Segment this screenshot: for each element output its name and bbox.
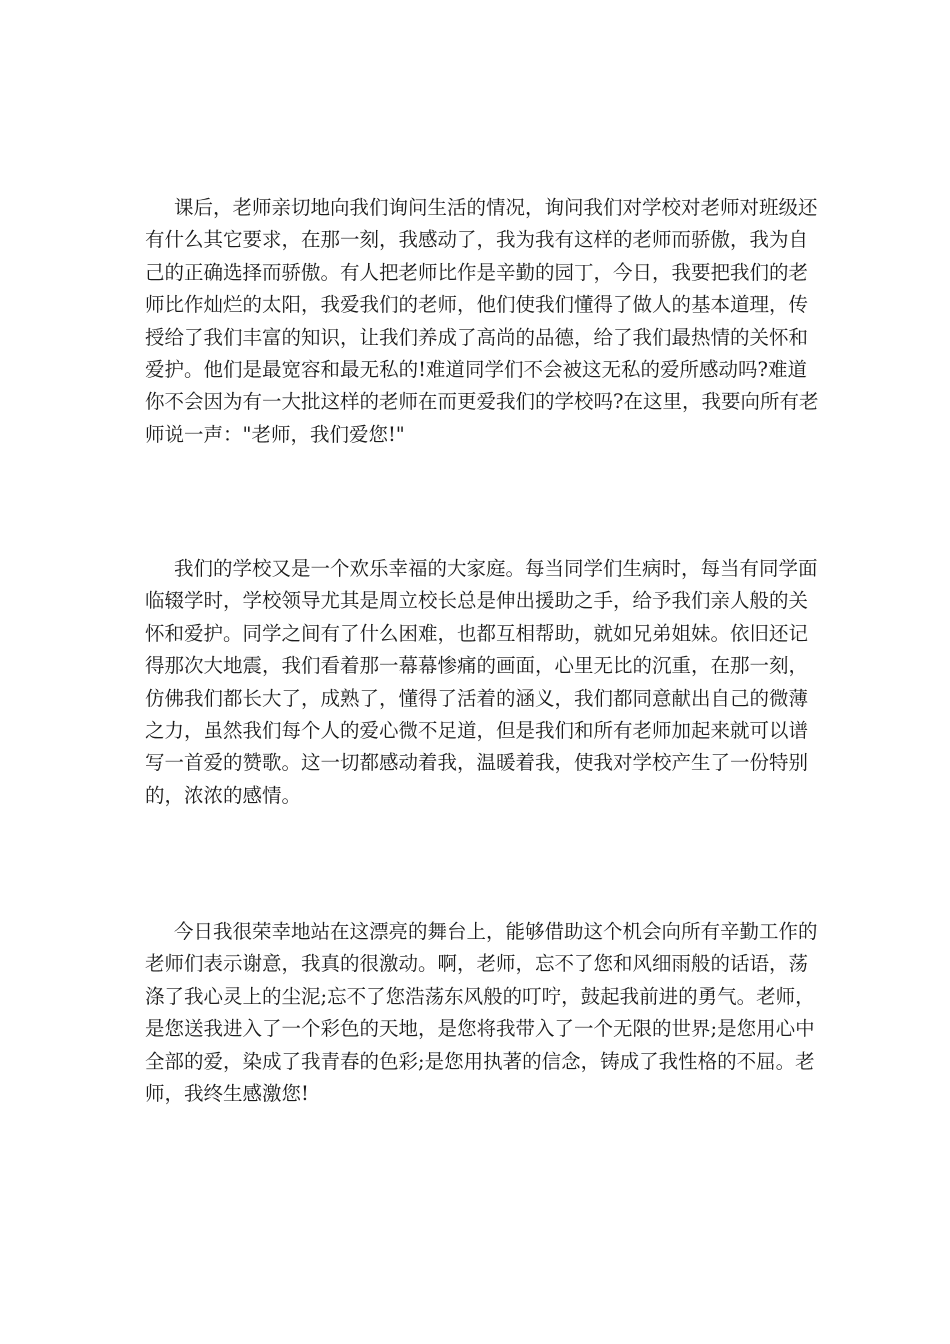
paragraph-line: 老师们表示谢意，我真的很激动。啊，老师，忘不了您和风细雨般的话语，荡 (145, 952, 809, 976)
paragraph-1 (145, 192, 819, 451)
paragraph-line: 师比作灿烂的太阳，我爱我们的老师，他们使我们懂得了做人的基本道理，传 (145, 293, 809, 317)
paragraph-3 (145, 916, 818, 1110)
paragraph-line: 你不会因为有一大批这样的老师在而更爱我们的学校吗?在这里，我要向所有老 (145, 390, 819, 414)
paragraph-line: 今日我很荣幸地站在这漂亮的舞台上，能够借助这个机会向所有辛勤工作的 (174, 920, 818, 943)
paragraph-line: 师，我终生感激您! (145, 1081, 309, 1105)
paragraph-line: 的，浓浓的感情。 (145, 783, 302, 807)
paragraph-line: 授给了我们丰富的知识，让我们养成了高尚的品德，给了我们最热情的关怀和 (145, 325, 809, 349)
paragraph-line: 仿佛我们都长大了，成熟了，懂得了活着的涵义，我们都同意献出自己的微薄 (145, 686, 809, 710)
paragraph-line: 课后，老师亲切地向我们询问生活的情况，询问我们对学校对老师对班级还 (174, 196, 818, 219)
paragraph-line: 我们的学校又是一个欢乐幸福的大家庭。每当同学们生病时，每当有同学面 (174, 557, 818, 580)
paragraph-2 (145, 553, 818, 812)
paragraph-line: 有什么其它要求，在那一刻，我感动了，我为我有这样的老师而骄傲，我为自 (145, 228, 809, 252)
paragraph-line: 全部的爱，染成了我青春的色彩;是您用执著的信念，铸成了我性格的不屈。老 (145, 1049, 815, 1073)
paragraph-line: 己的正确选择而骄傲。有人把老师比作是辛勤的园丁，今日，我要把我们的老 (145, 260, 809, 284)
paragraph-line: 之力，虽然我们每个人的爱心微不足道，但是我们和所有老师加起来就可以谱 (145, 718, 809, 742)
paragraph-line: 涤了我心灵上的尘泥;忘不了您浩荡东风般的叮咛，鼓起我前进的勇气。老师， (145, 984, 815, 1008)
paragraph-line: 爱护。他们是最宽容和最无私的!难道同学们不会被这无私的爱所感动吗?难道 (145, 357, 807, 381)
paragraph-line: 师说一声："老师，我们爱您!" (145, 422, 405, 446)
paragraph-line: 怀和爱护。同学之间有了什么困难，也都互相帮助，就如兄弟姐妹。依旧还记 (145, 621, 809, 645)
paragraph-line: 写一首爱的赞歌。这一切都感动着我，温暖着我，使我对学校产生了一份特别 (145, 751, 809, 775)
paragraph-line: 得那次大地震，我们看着那一幕幕惨痛的画面，心里无比的沉重，在那一刻， (145, 654, 809, 678)
paragraph-line: 临辍学时，学校领导尤其是周立校长总是伸出援助之手，给予我们亲人般的关 (145, 589, 809, 613)
paragraph-line: 是您送我进入了一个彩色的天地，是您将我带入了一个无限的世界;是您用心中 (145, 1017, 815, 1041)
